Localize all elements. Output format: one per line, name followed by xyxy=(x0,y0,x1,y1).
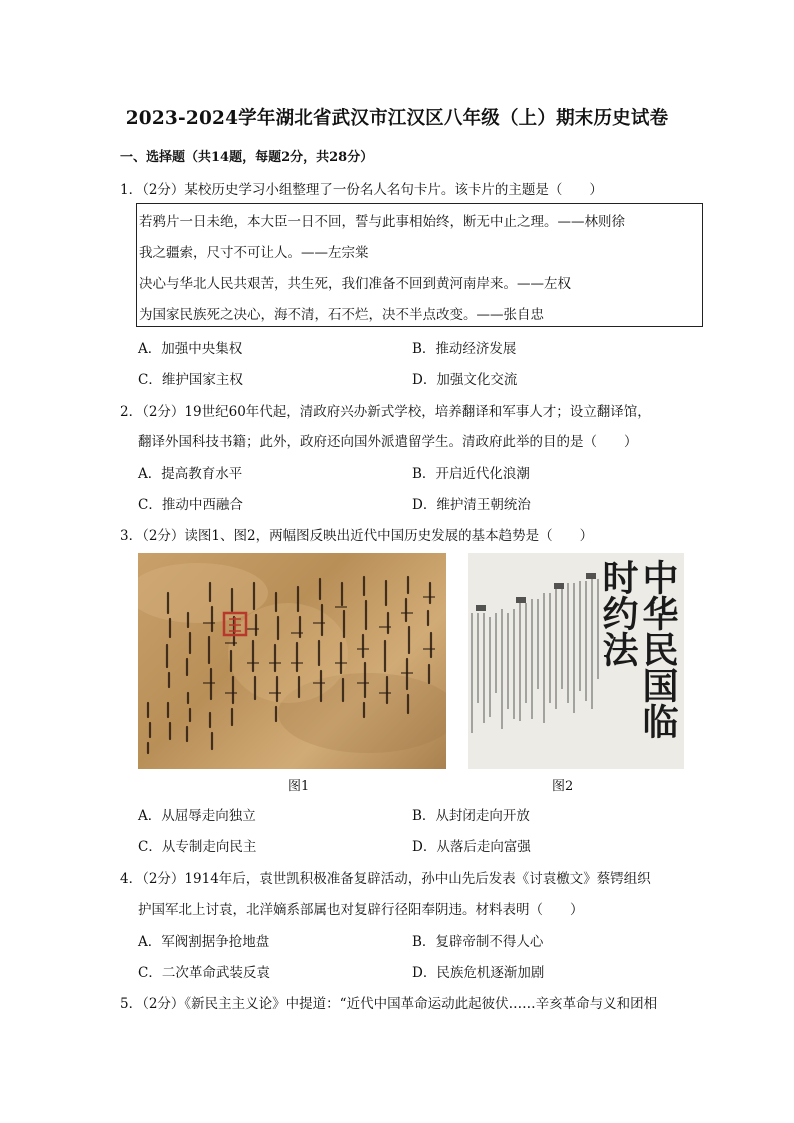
quote-line: 若鸦片一日未绝，本大臣一日不回，誓与此事相始终，断无中止之理。——林则徐 xyxy=(139,214,625,230)
option-c[interactable]: C．从专制走向民主 xyxy=(138,839,257,855)
option-c[interactable]: C．二次革命武装反袁 xyxy=(138,965,270,981)
option-b[interactable]: B．从封闭走向开放 xyxy=(412,808,530,824)
figure-1-image xyxy=(138,553,446,769)
question-4-stem: 4．（2分）1914年后，袁世凯积极准备复辟活动，孙中山先后发表《讨袁檄文》蔡锷组织 xyxy=(120,871,651,887)
option-d[interactable]: D．维护清王朝统治 xyxy=(412,497,531,513)
option-b[interactable]: B．开启近代化浪潮 xyxy=(412,466,530,482)
option-d[interactable]: D．从落后走向富强 xyxy=(412,839,531,855)
question-2-stem: 2．（2分）19世纪60年代起，清政府兴办新式学校，培养翻译和军事人才；设立翻译馆， xyxy=(120,404,651,420)
figure-2-image xyxy=(468,553,684,769)
option-c[interactable]: C．推动中西融合 xyxy=(138,497,243,513)
question-4-stem-cont: 护国军北上讨袁，北洋嫡系部属也对复辟行径阳奉阴违。材料表明（ ） xyxy=(138,902,584,918)
figure-1-caption: 图1 xyxy=(288,779,310,794)
section-heading: 一、选择题（共14题，每题2分，共28分） xyxy=(120,150,374,165)
edict-document-illustration xyxy=(138,553,446,769)
option-c[interactable]: C．维护国家主权 xyxy=(138,372,243,388)
page-title: 2023-2024学年湖北省武汉市江汉区八年级（上）期末历史试卷 xyxy=(125,108,669,129)
question-5-stem: 5．（2分）《新民主主义论》中提道：“近代中国革命运动此起彼伏……辛亥革命与义和团相 xyxy=(120,996,658,1012)
quote-line: 我之疆索，尺寸不可让人。——左宗棠 xyxy=(139,245,369,261)
option-a[interactable]: A．提高教育水平 xyxy=(138,466,243,482)
quote-line: 决心与华北人民共艰苦，共生死，我们准备不回到黄河南岸来。——左权 xyxy=(139,276,571,292)
option-b[interactable]: B．复辟帝制不得人心 xyxy=(412,934,544,950)
option-d[interactable]: D．民族危机逐渐加剧 xyxy=(412,965,545,981)
question-3-stem: 3．（2分）读图1、图2，两幅图反映出近代中国历史发展的基本趋势是（ ） xyxy=(120,528,594,544)
option-a[interactable]: A．加强中央集权 xyxy=(138,341,243,357)
question-2-stem-cont: 翻译外国科技书籍；此外，政府还向国外派遣留学生。清政府此举的目的是（ ） xyxy=(138,434,638,450)
option-b[interactable]: B．推动经济发展 xyxy=(412,341,517,357)
heading-char: 中华民国临时约法 xyxy=(597,559,679,739)
option-a[interactable]: A．军阀割据争抢地盘 xyxy=(138,934,270,950)
question-1-stem: 1．（2分）某校历史学习小组整理了一份名人名句卡片。该卡片的主题是（ ） xyxy=(120,182,603,198)
quote-line: 为国家民族死之决心，海不清，石不烂，决不半点改变。——张自忠 xyxy=(139,307,544,323)
option-a[interactable]: A．从屈辱走向独立 xyxy=(138,808,256,824)
quote-card xyxy=(136,203,703,327)
figure-2-caption: 图2 xyxy=(552,779,574,794)
figure-2-heading xyxy=(598,559,678,759)
option-d[interactable]: D．加强文化交流 xyxy=(412,372,518,388)
